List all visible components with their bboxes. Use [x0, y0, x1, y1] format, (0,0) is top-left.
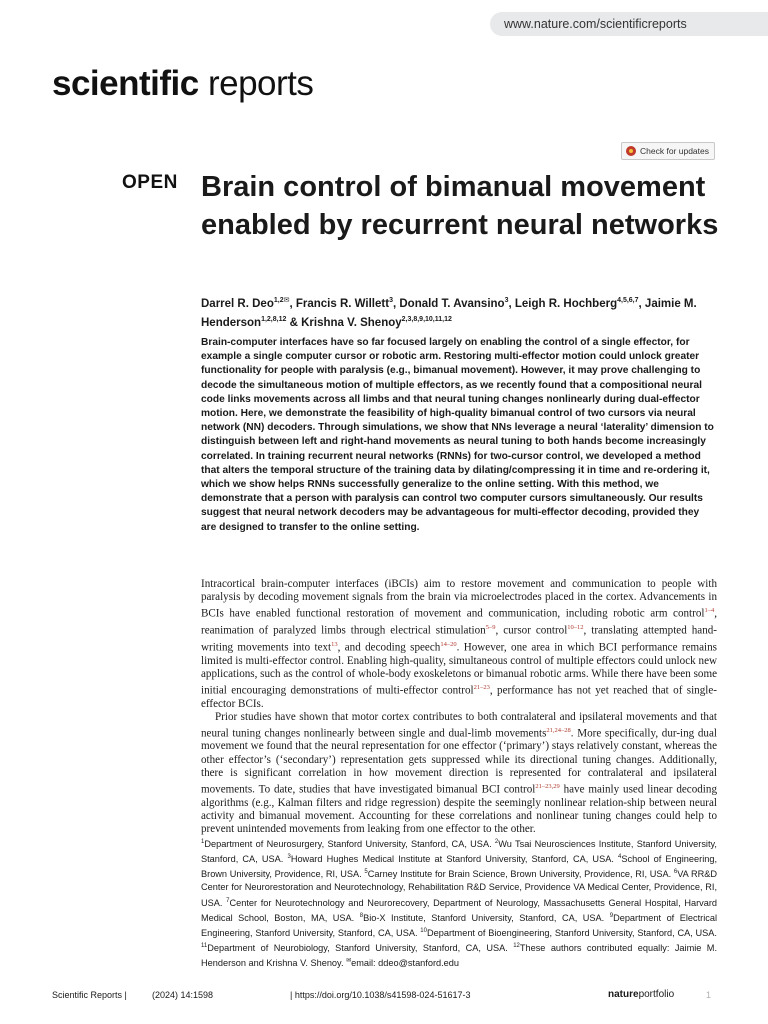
footer-journal: Scientific Reports |: [52, 990, 127, 1000]
page-number: 1: [706, 990, 712, 1000]
affiliations: [201, 836, 717, 970]
citation-link[interactable]: 14–20: [440, 640, 457, 648]
affiliation-text: School of Engineering, Brown University, Providence, RI, USA.: [201, 854, 718, 880]
article-title: Brain control of bimanual movement enabled by recurrent neural networks: [201, 171, 719, 241]
affiliation-text: Bio-X Institute, Stanford University, Stanford, CA, USA.: [363, 912, 610, 923]
citation-link[interactable]: 1–4: [704, 607, 715, 615]
affiliation-text: Carney Institute for Brain Science, Brown University, Providence, RI, USA.: [367, 869, 674, 880]
footer-citation: (2024) 14:1598: [152, 990, 214, 1000]
affiliation-number: 5: [364, 869, 368, 876]
article-body: [201, 578, 717, 836]
affiliation-text: Howard Hughes Medical Institute at Stanford University, Stanford, CA, USA.: [290, 854, 619, 865]
citation-link[interactable]: 21,24–28: [546, 726, 571, 734]
body-paragraph-1: Intracortical brain-computer interfaces (iBCIs) aim to restore movement and communication to people with paralysis by decoding movement signals from the brain via microelectrodes placed in the cortex. Advancements in BCIs have enabled functional restoration of movement and communication, including robotic arm control$^{1-4}$, reanimation of paralyzed limbs through electrical stimulation$^{5-9}$, cursor control$^{10-12}$, translating attempted hand-writing movements into text$^{13}$, and decoding speech$^{14-20}$. However, one area in which BCI performance remains limited is multi-effector control. Enabling high-quality, simultaneous control of multiple effectors could unlock new applications, such as the control of whole-body exoskeletons or bimanual robotic arms. While there have been some initial encouraging demonstrations of multi-effector control$^{21-23}$, performance has not yet reached that of single-effector BCIs.: [201, 578, 717, 710]
affiliation-text: These authors contributed equally: Jaimie M. Henderson and Krishna V. Shenoy.: [201, 943, 717, 969]
affiliation-number: 9: [609, 912, 614, 919]
author-name: Darrel R. Deo: [201, 297, 274, 310]
author-name: Leigh R. Hochberg: [514, 297, 618, 310]
journal-logo-bold: scientific: [52, 64, 199, 103]
author-name: Krishna V. Shenoy: [301, 316, 402, 329]
open-access-label: OPEN: [122, 172, 178, 193]
citation-link[interactable]: 21–23,29: [535, 782, 560, 790]
author-name: Francis R. Willett: [295, 297, 390, 310]
check-for-updates-label: Check for updates: [640, 146, 709, 156]
affiliation-text: Department of Neurobiology, Stanford University, Stanford, CA, USA.: [207, 943, 514, 954]
author-name: Donald T. Avansino: [399, 297, 505, 310]
affiliation-number: 2: [494, 839, 499, 845]
author-affiliation-sup: 2,3,8,9,10,11,12: [401, 315, 452, 323]
affiliation-text: Department of Bioengineering, Stanford University, Stanford, CA, USA.: [426, 927, 717, 938]
affiliation-number: 8: [359, 912, 364, 919]
author-affiliation-sup: 1,2✉: [273, 297, 290, 304]
affiliation-text: Department of Neurosurgery, Stanford University, Stanford, CA, USA.: [204, 839, 495, 850]
affiliation-number: 3: [287, 854, 291, 861]
affiliation-text: email: ddeo@stanford.edu: [351, 958, 459, 969]
affiliation-number: 1: [201, 839, 205, 845]
affiliation-number: 6: [673, 869, 678, 876]
citation-link[interactable]: 5–9: [485, 623, 496, 631]
author-affiliation-sup: 3: [389, 297, 393, 304]
author-affiliation-sup: 1,2,8,12: [261, 315, 287, 323]
affiliation-number: ✉: [346, 958, 352, 965]
affiliation-number: 4: [618, 854, 622, 861]
affiliation-number: 12: [513, 943, 520, 950]
crossmark-icon: [626, 146, 636, 156]
citation-link[interactable]: 21–23: [473, 683, 490, 691]
citation-link[interactable]: 10–12: [567, 623, 584, 631]
body-paragraph-2: Prior studies have shown that motor cortex contributes to both contralateral and ipsilateral movements and that neural tuning changes nonlinearly between single and dual-limb movements$^{21,24-28}$. More specifically, dur-ing dual movement we found that the neural representation for one effector (‘primary’) stays relatively constant, whereas the other effector’s (‘secondary’) representation gets suppressed while its directional tuning changes. Additionally, there is significant correlation in how movement direction is represented for contralateral and ipsilateral movements. To date, studies that have investigated bimanual BCI control$^{21-23,29}$ have mainly used linear decoding algorithms (e.g., Kalman filters and ridge regression) despite the seemingly nonlinear relation-ship between neural activity and bimanual movement. Accounting for these correlations and nonlinear tuning changes could help to prevent unintended movements from leaking from one effector to the other.: [201, 710, 717, 835]
affiliation-text: Wu Tsai Neurosciences Institute, Stanford University, Stanford, CA, USA.: [201, 839, 717, 865]
author-affiliation-sup: 3: [504, 297, 509, 304]
affiliation-text: Center for Neurotechnology and Neurorecovery, Department of Neurology, Massachusetts General Hospital, Harvard Medical School, Boston, MA, USA.: [201, 897, 718, 923]
publisher-logo-regular: portfolio: [638, 989, 675, 1000]
publisher-logo: [608, 989, 674, 1000]
affiliation-number: 11: [201, 943, 208, 950]
publisher-logo-bold: nature: [608, 989, 639, 1000]
check-for-updates-button[interactable]: [621, 142, 715, 160]
journal-logo: [52, 64, 313, 104]
author-affiliation-sup: 4,5,6,7: [617, 297, 639, 304]
author-name: Jaimie M. Henderson: [201, 297, 697, 329]
affiliation-number: 7: [226, 897, 230, 904]
footer-doi-link[interactable]: | https://doi.org/10.1038/s41598-024-51617-3: [290, 990, 471, 1000]
affiliation-text: VA RR&D Center for Neurorestoration and Neurotechnology, Rehabilitation R&D Service, Providence VA Medical Center, Providence, RI, USA.: [201, 869, 717, 908]
citation-link[interactable]: 13: [331, 640, 338, 648]
abstract: Brain-computer interfaces have so far focused largely on enabling the control of a single effector, for example a single computer cursor or robotic arm. Restoring multi-effector motion could unlock greater functionality for people with paralysis (e.g., bimanual movement). However, it may prove challenging to decode the simultaneous motion of multiple effectors, as we recently found that a compositional neural code links movements across all limbs and that neural tuning changes nonlinearly during dual-effector motion. Here, we demonstrate the feasibility of high-quality bimanual control of two cursors via neural network (NN) decoders. Through simulations, we show that NNs leverage a neural ‘laterality’ dimension to distinguish between left and right-hand movements as neural tuning to both hands become increasingly correlated. In training recurrent neural networks (RNNs) for two-cursor control, we developed a method that alters the temporal structure of the training data by dilating/compressing it in time and re-ordering it, which we show helps RNNs successfully generalize to the online setting. With this method, we demonstrate that a person with paralysis can control two computer cursors simultaneously. Our results suggest that neural network decoders may be advantageous for multi-effector decoding, provided they are designed to transfer to the online setting.: [201, 337, 714, 533]
affiliation-number: 10: [420, 927, 427, 934]
page-footer: [52, 990, 716, 1004]
journal-logo-regular: reports: [198, 64, 314, 103]
affiliation-text: Department of Electrical Engineering, Stanford University, Stanford, CA, USA.: [201, 912, 718, 938]
author-list: Darrel R. Deo$^{1,2✉}$, Francis R. Willett$^3$, Donald T. Avansino$^3$, Leigh R. Hochberg$^{4,5,6,7}$, Jaimie M. Henderson$^{1,2,8,12}$ & Krishna V. Shenoy$^{2,3,8,9,10,11,12}$: [201, 297, 697, 329]
journal-url[interactable]: www.nature.com/scientificreports: [490, 12, 768, 36]
